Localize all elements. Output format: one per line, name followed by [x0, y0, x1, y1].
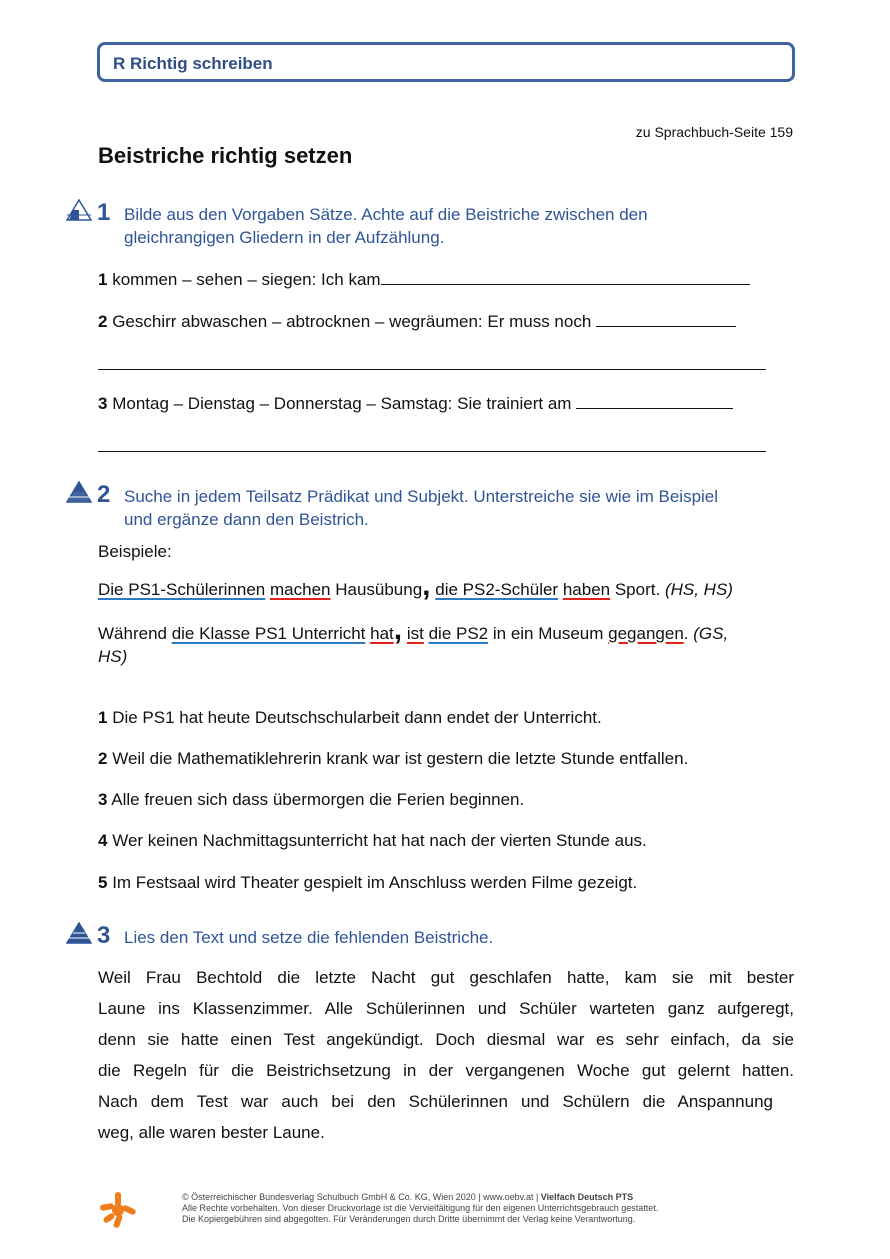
- inserted-comma: ,: [422, 569, 431, 602]
- textbook-reference: zu Sprachbuch-Seite 159: [635, 124, 793, 140]
- subject-underline: die PS2-Schüler: [435, 580, 559, 599]
- exercise-2-number: 2: [97, 481, 111, 508]
- example-sentence-2: Während die Klasse PS1 Unterricht hat, ist die PS2 in ein Museum gegangen. (GS, HS): [98, 613, 729, 666]
- section-header-label: R Richtig schreiben: [113, 54, 273, 73]
- publisher-logo-icon: [98, 1190, 138, 1230]
- exercise-1-item-2: 2 Geschirr abwaschen – abtrocknen – wegräumen: Er muss noch: [98, 310, 736, 332]
- exercise-3-instruction: Lies den Text und setze die fehlenden Beistriche.: [124, 928, 494, 947]
- copyright-footer: © Österreichischer Bundesverlag Schulbuch GmbH & Co. KG, Wien 2020 | www.oebv.at | Vielfach Deutsch PTS Alle Rechte vorbehalten. Von dieser Druckvorlage ist die Vervielfältigung für den eigenen Unterrichtsgebrauch gestattet. Die Kopiergebühren sind abgegolten. Für Veränderungen durch Dritte übernimmt der Verlag keine Verantwortung.: [182, 1192, 659, 1224]
- answer-blank[interactable]: [576, 392, 733, 409]
- answer-line[interactable]: [98, 450, 766, 452]
- exercise-3-text: [98, 962, 794, 1148]
- text-line: Nach dem Test war auch bei den Schülerinnen und Schülern die Anspannung: [98, 1092, 773, 1111]
- predicate-underline: hat: [370, 624, 394, 643]
- exercise-2-instruction: Suche in jedem Teilsatz Prädikat und Subjekt. Unterstreiche sie wie im Beispiel und ergänze dann den Beistrich.: [124, 487, 719, 529]
- exercise-3-number: 3: [97, 922, 111, 949]
- subject-underline: die Klasse PS1 Unterricht: [171, 624, 366, 643]
- page-title: Beistriche richtig setzen: [98, 143, 353, 168]
- answer-blank[interactable]: [381, 268, 750, 285]
- text-line: denn sie hatte einen Test angekündigt. Doch diesmal war es sehr einfach, da sie: [98, 1030, 794, 1049]
- predicate-underline: machen: [270, 580, 331, 599]
- difficulty-pyramid-icon: [66, 199, 92, 221]
- exercise-2-item-2: 2 Weil die Mathematiklehrerin krank war ist gestern die letzte Stunde entfallen.: [98, 749, 689, 768]
- answer-blank[interactable]: [596, 310, 736, 327]
- exercise-2-item-1: 1 Die PS1 hat heute Deutschschularbeit dann endet der Unterricht.: [98, 708, 602, 727]
- subject-underline: Die PS1-Schülerinnen: [98, 580, 266, 599]
- exercise-1-item-1: 1 kommen – sehen – siegen: Ich kam: [98, 268, 750, 290]
- examples-label: Beispiele:: [98, 542, 172, 561]
- section-header-box: [97, 42, 795, 82]
- exercise-1-number: 1: [97, 199, 111, 226]
- text-line: Weil Frau Bechtold die letzte Nacht gut geschlafen hatte, kam sie mit bester: [98, 968, 794, 987]
- exercise-2-item-5: 5 Im Festsaal wird Theater gespielt im Anschluss werden Filme gezeigt.: [98, 873, 638, 892]
- difficulty-pyramid-icon: [66, 481, 92, 503]
- exercise-2-item-3: 3 Alle freuen sich dass übermorgen die Ferien beginnen.: [98, 790, 525, 809]
- exercise-1-instruction: Bilde aus den Vorgaben Sätze. Achte auf die Beistriche zwischen den gleichrangigen Gliedern in der Aufzählung.: [124, 205, 648, 247]
- difficulty-pyramid-icon: [66, 922, 92, 944]
- text-line: Laune ins Klassenzimmer. Alle Schülerinnen und Schüler warteten ganz aufgeregt,: [98, 999, 794, 1018]
- subject-underline: die PS2: [428, 624, 489, 643]
- text-line: weg, alle waren bester Laune.: [98, 1123, 325, 1142]
- predicate-underline: ist: [406, 624, 424, 643]
- answer-line[interactable]: [98, 368, 766, 370]
- exercise-1-item-3: 3 Montag – Dienstag – Donnerstag – Samstag: Sie trainiert am: [98, 392, 733, 414]
- predicate-underline: haben: [562, 580, 611, 599]
- example-sentence-1: Die PS1-Schülerinnen machen Hausübung, die PS2-Schüler haben Sport. (HS, HS): [98, 569, 733, 602]
- exercise-2-item-4: 4 Wer keinen Nachmittagsunterricht hat hat nach der vierten Stunde aus.: [98, 831, 647, 850]
- inserted-comma: ,: [393, 613, 403, 646]
- text-line: die Regeln für die Beistrichsetzung in der vergangenen Woche gut gelernt hatten.: [98, 1061, 794, 1080]
- predicate-underline: gegangen: [608, 624, 684, 643]
